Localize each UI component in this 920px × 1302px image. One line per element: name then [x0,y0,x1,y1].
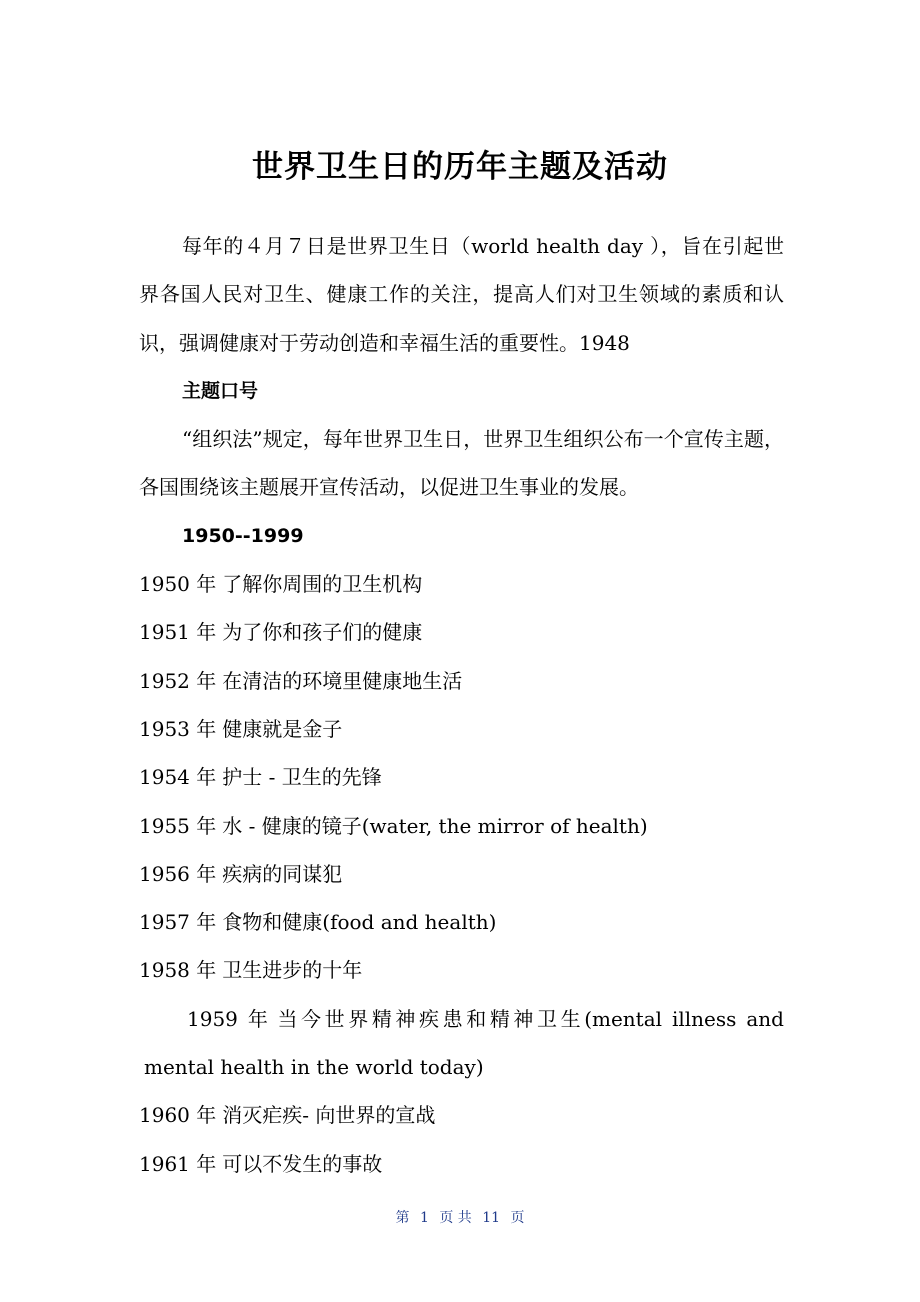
entry-year: 1950 年 [139,572,217,597]
entry-year: 1960 年 [139,1103,217,1128]
entry-theme: 疾病的同谋犯 [222,861,343,886]
year-entry [139,1140,784,1188]
intro-paragraph: 每年的４月７日是世界卫生日（world health day ），旨在引起世界各国人民对卫生、健康工作的关注，提高人们对卫生领域的素质和认识，强调健康对于劳动创造和幸福生活的重要性。1948 [139,234,784,355]
year-entry [139,802,784,850]
section-paragraph: “组织法”规定，每年世界卫生日，世界卫生组织公布一个宣传主题，各国围绕该主题展开宣传活动，以促进卫生事业的发展。 [139,427,784,500]
year-entry [139,946,784,994]
entry-year: 1955 年 [139,813,217,838]
year-entry [139,608,784,656]
section-heading: 主题口号 [182,379,259,402]
year-entry-wrapped [139,995,784,1092]
year-entry [139,898,784,946]
entry-theme: 可以不发生的事故 [222,1151,383,1176]
entry-theme: 在清洁的环境里健康地生活 [222,668,463,693]
entry-year: 1959 年 [187,1006,272,1031]
entry-theme: 食物和健康(food and health) [222,910,497,935]
entry-theme: 为了你和孩子们的健康 [222,620,423,645]
year-entry [139,705,784,753]
entry-theme: 当今世界精神疾患和精神卫生(mental illness and mental health in the world today) [144,1006,784,1080]
footer-page-number: 1 [419,1210,429,1226]
entry-theme: 水 - 健康的镜子(water, the mirror of health) [222,813,648,838]
page-footer [0,1206,920,1230]
footer-suffix: 页 [510,1210,525,1226]
entry-theme: 护士 - 卫生的先锋 [222,765,382,790]
footer-total-pages: 11 [482,1210,501,1226]
entry-year: 1952 年 [139,668,217,693]
year-entry [139,753,784,801]
document-body [139,222,784,1188]
footer-prefix: 第 [395,1210,410,1226]
entry-year: 1958 年 [139,958,217,983]
entry-year: 1961 年 [139,1151,217,1176]
entry-theme: 消灭疟疾- 向世界的宣战 [222,1103,436,1128]
entry-theme: 卫生进步的十年 [222,958,363,983]
year-entry [139,1091,784,1139]
year-entry [139,850,784,898]
entry-year: 1956 年 [139,861,217,886]
range-heading: 1950--1999 [182,524,304,547]
entry-year: 1953 年 [139,716,217,741]
entry-year: 1951 年 [139,620,217,645]
year-entry [139,657,784,705]
entry-year: 1957 年 [139,910,217,935]
entry-theme: 了解你周围的卫生机构 [222,572,423,597]
document-title: 世界卫生日的历年主题及活动 [252,149,668,185]
year-entry [139,560,784,608]
entry-theme: 健康就是金子 [222,716,343,741]
entry-year: 1954 年 [139,765,217,790]
footer-middle: 页 共 [439,1210,472,1226]
